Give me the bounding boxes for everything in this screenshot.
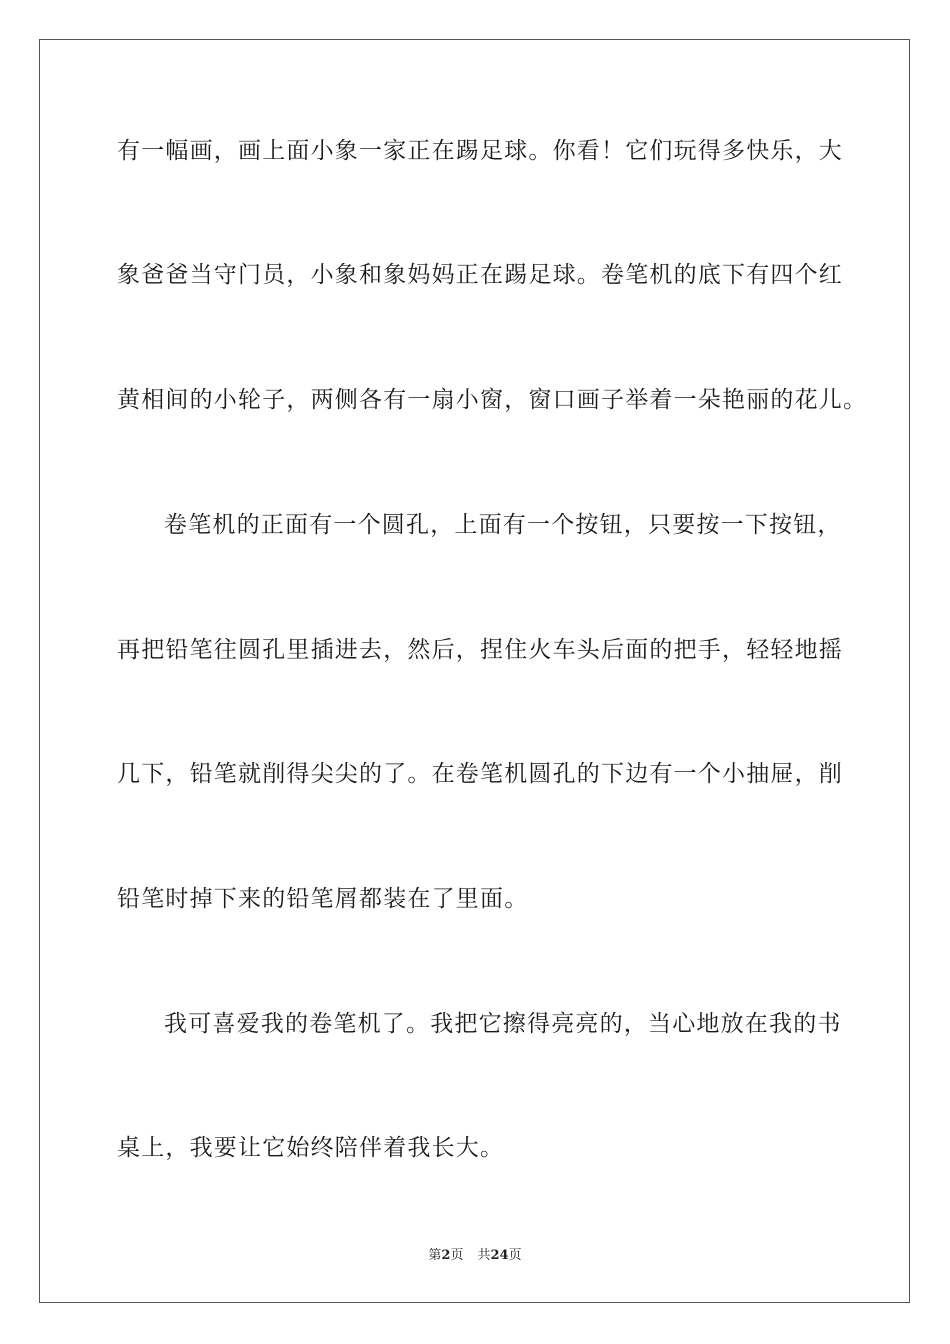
paragraph-line: 有一幅画，画上面小象一家正在踢足球。你看！它们玩得多快乐，大	[117, 138, 843, 164]
paragraph-line: 象爸爸当守门员，小象和象妈妈正在踢足球。卷笔机的底下有四个红	[117, 262, 843, 288]
paragraph-line: 几下，铅笔就削得尖尖的了。在卷笔机圆孔的下边有一个小抽屉，削	[117, 761, 843, 787]
paragraph-line: 卷笔机的正面有一个圆孔，上面有一个按钮，只要按一下按钮，	[164, 512, 842, 538]
paragraph-line: 黄相间的小轮子，两侧各有一扇小窗，窗口画子举着一朵艳丽的花儿。	[117, 387, 868, 413]
paragraph-line: 桌上，我要让它始终陪伴着我长大。	[117, 1135, 505, 1161]
total-prefix: 共	[477, 1248, 491, 1263]
paragraph-line: 铅笔时掉下来的铅笔屑都装在了里面。	[117, 886, 529, 912]
page-prefix: 第	[428, 1248, 442, 1263]
total-suffix: 页	[508, 1248, 522, 1263]
total-pages: 24	[490, 1248, 509, 1263]
paragraph-line: 再把铅笔往圆孔里插进去，然后，捏住火车头后面的把手，轻轻地摇	[117, 637, 843, 663]
page-number: 2	[441, 1248, 451, 1263]
page-suffix: 页	[450, 1248, 464, 1263]
page-footer	[0, 1247, 950, 1265]
page-border	[39, 39, 910, 1303]
paragraph-line: 我可喜爱我的卷笔机了。我把它擦得亮亮的，当心地放在我的书	[164, 1011, 842, 1037]
